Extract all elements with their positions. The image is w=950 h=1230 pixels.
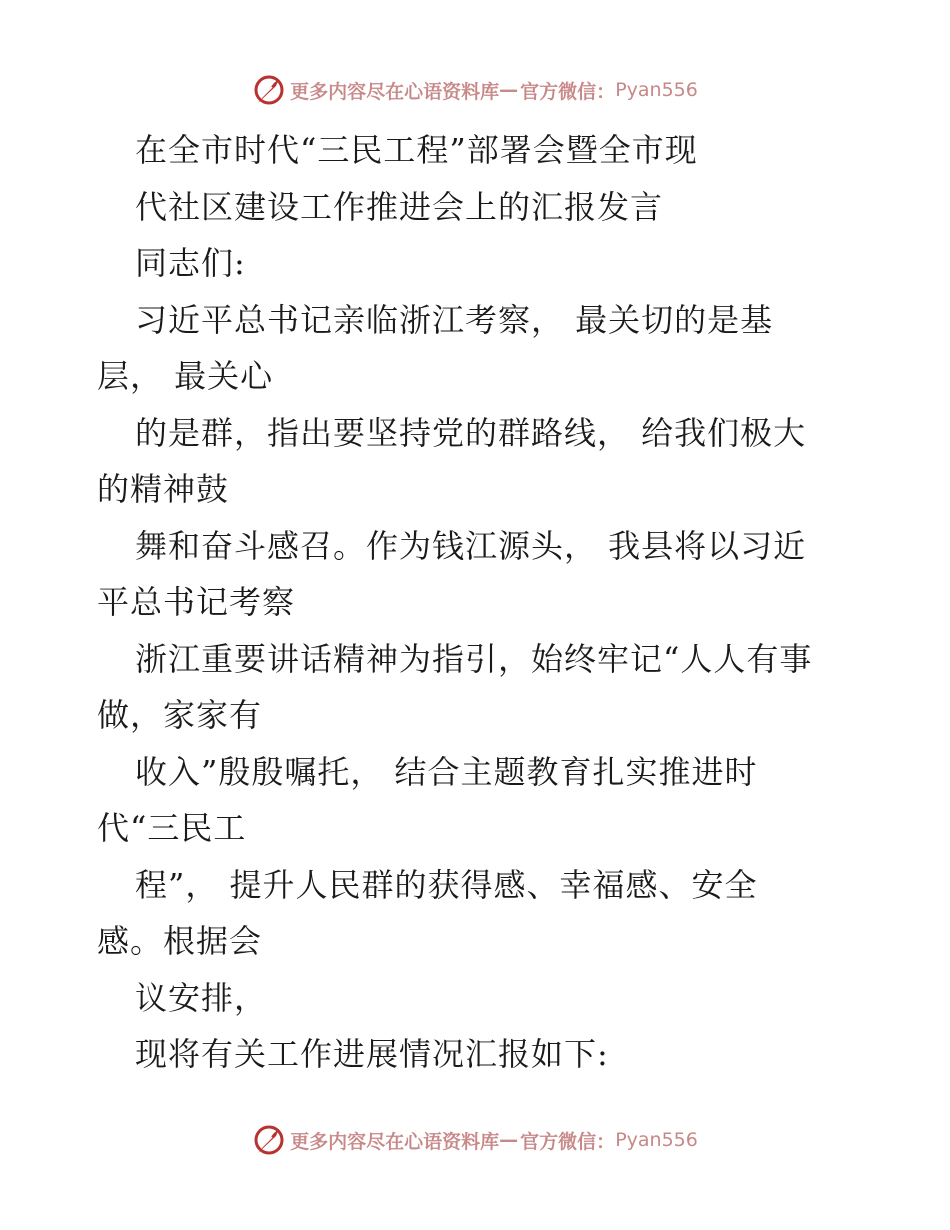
document-line: 同志们: [135,244,246,282]
footer-watermark [0,1122,950,1158]
banner-dash: — [499,1129,519,1151]
quill-logo-icon [252,1123,286,1157]
banner-wechat-label: 官方微信： [520,80,616,103]
banner-text: 更多内容尽在心语资料库 [290,80,500,103]
banner-wechat-handle: Pyan556 [615,79,698,101]
document-line: 程”， 提升人民群的获得感、幸福感、安全 [135,865,758,904]
document-line: 习近平总书记亲临浙江考察， 最关切的是基 [135,300,774,339]
banner-text: 更多内容尽在心语资料库 [290,1130,500,1153]
document-line: 平总书记考察 [97,583,296,621]
quill-logo-icon [252,73,286,107]
document-line: 代“三民工 [97,809,247,847]
header-watermark [0,72,950,108]
document-line: 层， 最关心 [97,357,274,395]
document-line: 感。根据会 [97,922,263,960]
document-line: 做，家家有 [97,696,263,734]
document-line: 舞和奋斗感召。作为钱江源头， 我县将以习近 [135,526,807,565]
document-line: 浙江重要讲话精神为指引，始终牢记“人人有事 [135,639,813,678]
document-line: 的精神鼓 [97,470,230,508]
document-line: 的是群，指出要坚持党的群路线， 给我们极大 [135,413,807,452]
banner-wechat-handle: Pyan556 [615,1129,698,1151]
document-line: 现将有关工作进展情况汇报如下: [135,1035,609,1073]
banner-wechat-label: 官方微信： [520,1130,616,1153]
document-line: 在全市时代“三民工程”部署会暨全市现 [135,131,698,169]
banner-dash: — [499,79,519,101]
document-line: 议安排， [135,978,268,1017]
document-body [97,122,897,1083]
document-line: 收入”殷殷嘱托， 结合主题教育扎实推进时 [135,752,758,791]
document-line: 代社区建设工作推进会上的汇报发言 [135,187,664,226]
